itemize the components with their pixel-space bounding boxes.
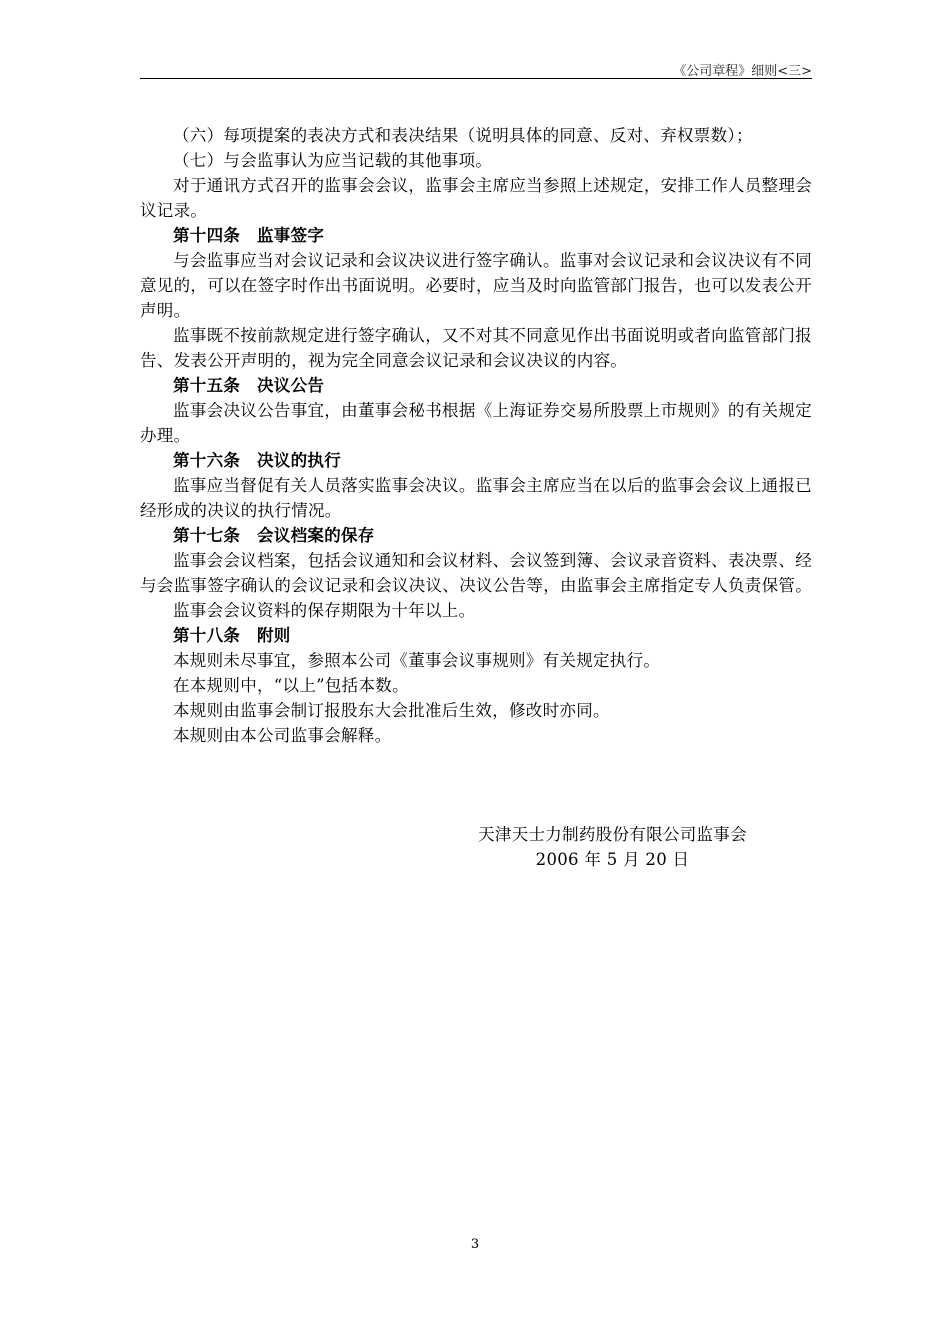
paragraph-retention-period: 监事会会议资料的保存期限为十年以上。 (173, 601, 476, 620)
signature-organization: 天津天士力制药股份有限公司监事会 (478, 825, 747, 844)
paragraph-signature-confirmation: 与会监事应当对会议记录和会议决议进行签字确认。监事对会议记录和会议决议有不同意见的，可以在签字时作出书面说明。必要时，应当及时向监管部门报告，也可以发表公开声明。 (140, 251, 812, 320)
document-body (140, 123, 812, 748)
paragraph-archive-contents: 监事会会议档案，包括会议通知和会议材料、会议签到簿、会议录音资料、表决票、经与会监事签字确认的会议记录和会议决议、决议公告等，由监事会主席指定专人负责保管。 (140, 551, 812, 595)
page-number: 3 (470, 1237, 480, 1252)
article-heading-16: 第十六条 决议的执行 (173, 451, 341, 470)
paragraph-inclusive-definition: 在本规则中，“以上”包括本数。 (173, 676, 409, 695)
article-heading-15: 第十五条 决议公告 (173, 376, 325, 395)
article-heading-18: 第十八条 附则 (173, 626, 291, 645)
paragraph-item-7: （七）与会监事认为应当记载的其他事项。 (173, 151, 493, 170)
paragraph-remote-meeting-record: 对于通讯方式召开的监事会会议，监事会主席应当参照上述规定，安排工作人员整理会议记录。 (140, 176, 812, 220)
paragraph-effectiveness: 本规则由监事会制订报股东大会批准后生效，修改时亦同。 (173, 701, 610, 720)
paragraph-deemed-consent: 监事既不按前款规定进行签字确认，又不对其不同意见作出书面说明或者向监管部门报告、发表公开声明的，视为完全同意会议记录和会议决议的内容。 (140, 326, 812, 370)
article-heading-14: 第十四条 监事签字 (173, 226, 325, 245)
paragraph-interpretation: 本规则由本公司监事会解释。 (173, 726, 392, 745)
article-heading-17: 第十七条 会议档案的保存 (173, 526, 375, 545)
paragraph-resolution-execution: 监事应当督促有关人员落实监事会决议。监事会主席应当在以后的监事会会议上通报已经形成的决议的执行情况。 (140, 476, 812, 520)
paragraph-resolution-announcement: 监事会决议公告事宜，由董事会秘书根据《上海证券交易所股票上市规则》的有关规定办理。 (140, 401, 812, 445)
paragraph-supplementary-rule: 本规则未尽事宜，参照本公司《董事会议事规则》有关规定执行。 (173, 651, 661, 670)
signature-date: 2006 年 5 月 20 日 (535, 850, 690, 869)
header-divider (140, 78, 812, 79)
paragraph-item-6: （六）每项提案的表决方式和表决结果（说明具体的同意、反对、弃权票数）； (173, 126, 753, 145)
running-header: 《公司章程》细则<三> (673, 64, 812, 79)
